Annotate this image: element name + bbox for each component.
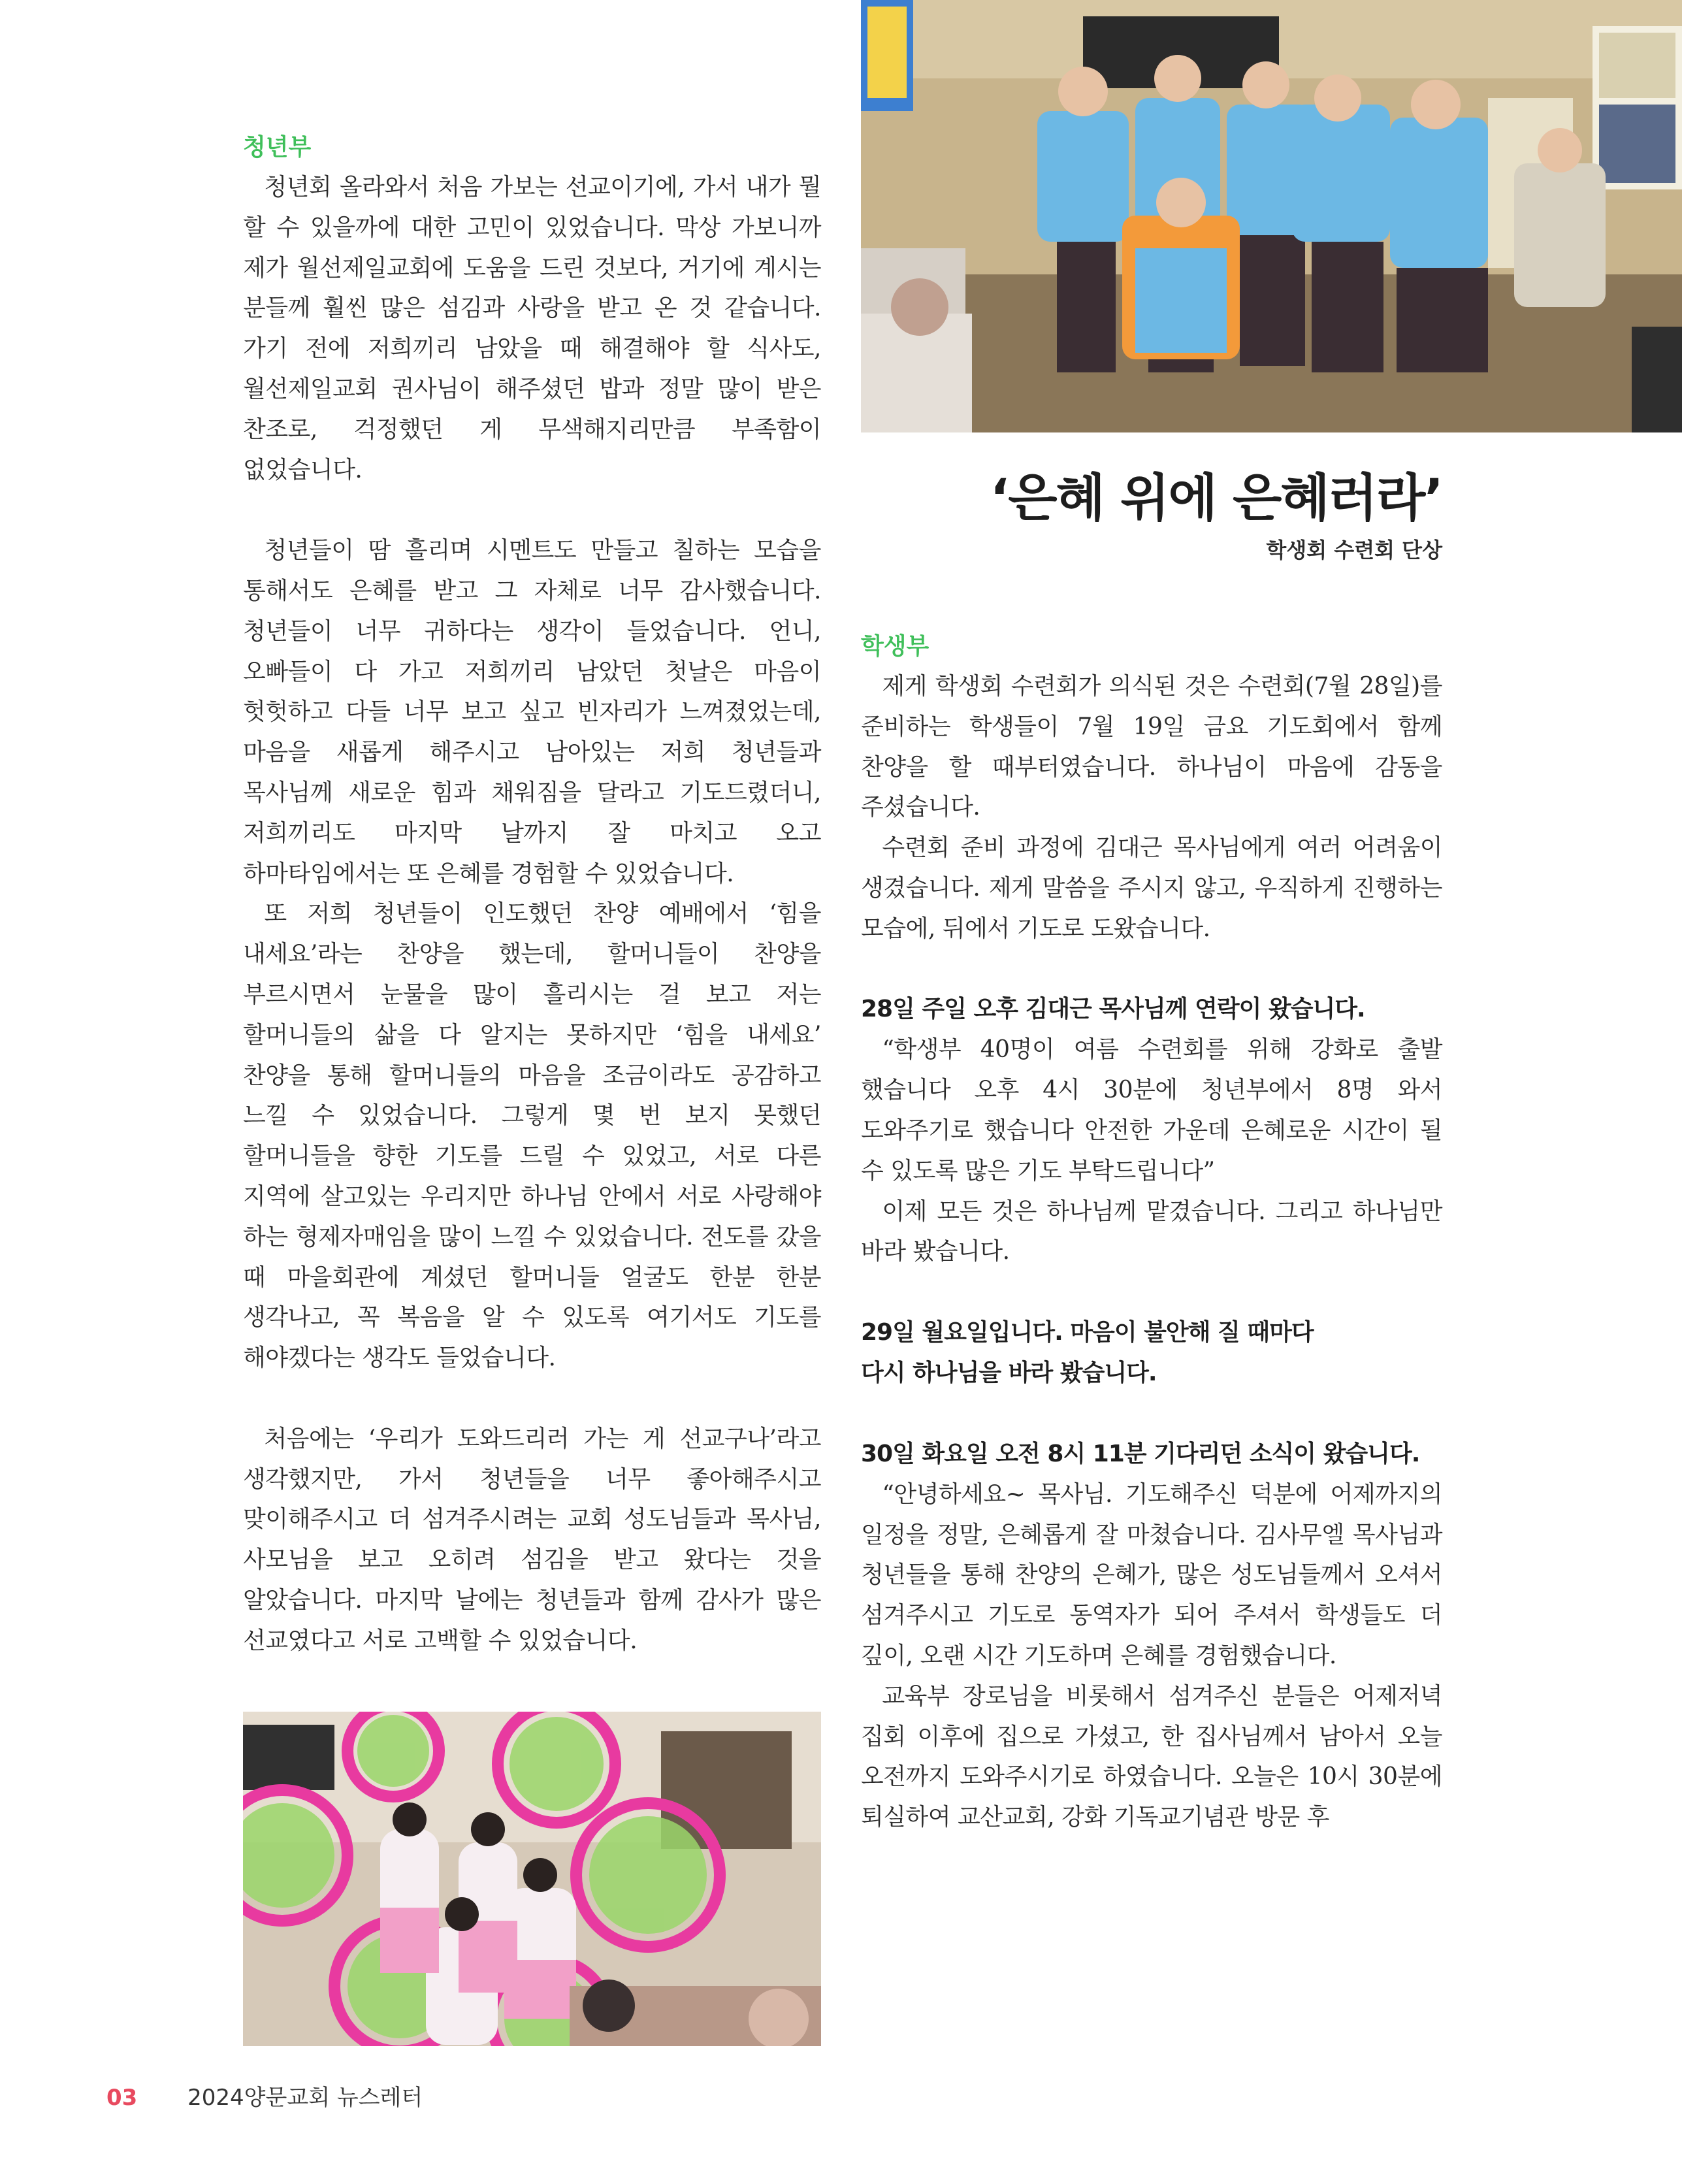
page-number: 03 <box>106 2085 138 2111</box>
paragraph: 청년들이 땀 흘리며 시멘트도 만들고 칠하는 모습을 통해서도 은혜를 받고 그 자체로 너무 감사했습니다. 청년들이 너무 귀하다는 생각이 들었습니다. 언니, 오빠들이 다 가고 저희끼리 남았던 첫날은 마음이 헛헛하고 다들 너무 보고 싶고 빈자리가 느껴졌었는데, 마음을 새롭게 해주시고 남아있는 저희 청년들과 목사님께 새로운 힘과 채워짐을 달라고 기도드렸더니, 저희끼리도 마지막 날까지 잘 마치고 오고 하마타임에서는 또 은혜를 경험할 수 있었습니다. <box>243 537 821 887</box>
students-heart-photo <box>861 0 1682 432</box>
fan-dance-photo <box>243 1712 821 2046</box>
bold-heading-line: 30일 화요일 오전 8시 11분 기다리던 소식이 왔습니다. <box>861 1440 1420 1467</box>
bold-heading-line: 다시 하나님을 바라 봤습니다. <box>861 1359 1157 1386</box>
section-heading-students: 학생부 <box>861 633 930 660</box>
paragraph: 청년회 올라와서 처음 가보는 선교이기에, 가서 내가 뭘 할 수 있을까에 대한 고민이 있었습니다. 막상 가보니까 제가 월선제일교회에 도움을 드린 것보다, 거기에 계시는 분들께 훨씬 많은 섬김과 사랑을 받고 온 것 같습니다. 가기 전에 저희끼리 남았을 때 해결해야 할 식사도, 월선제일교회 권사님이 해주셨던 밥과 정말 많이 받은 찬조로, 걱정했던 게 무색해지리만큼 부족함이 없었습니다. <box>243 174 821 483</box>
paragraph: “학생부 40명이 여름 수련회를 위해 강화로 출발 했습니다 오후 4시 30분에 청년부에서 8명 와서 도와주기로 했습니다 안전한 가운데 은혜로운 시간이 될 수 있도록 많은 기도 부탁드립니다” <box>861 1036 1442 1184</box>
left-column <box>243 128 821 1661</box>
article-subtitle: 학생회 수련회 단상 <box>1266 538 1442 562</box>
paragraph: 또 저희 청년들이 인도했던 찬양 예배에서 ‘힘을 내세요’라는 찬양을 했는데, 할머니들이 찬양을 부르시면서 눈물을 많이 흘리시는 걸 보고 저는 할머니들의 삶을 다 알지는 못하지만 ‘힘을 내세요’ 찬양을 통해 할머니들의 마음을 조금이라도 공감하고 느낄 수 있었습니다. 그렇게 몇 번 보지 못했던 할머니들을 향한 기도를 드릴 수 있었고, 서로 다른 지역에 살고있는 우리지만 하나님 안에서 서로 사랑해야 하는 형제자매임을 많이 느낄 수 있었습니다. 전도를 갔을 때 마을회관에 계셨던 할머니들 얼굴도 한분 한분 생각나고, 꼭 복음을 알 수 있도록 여기서도 기도를 해야겠다는 생각도 들었습니다. <box>243 900 821 1372</box>
bold-heading-line: 28일 주일 오후 김대근 목사님께 연락이 왔습니다. <box>861 996 1365 1023</box>
article-title: ‘은혜 위에 은혜러라’ <box>990 469 1442 528</box>
section-heading-youth: 청년부 <box>243 134 312 161</box>
paragraph: 교육부 장로님을 비롯해서 섬겨주신 분들은 어제저녁 집회 이후에 집으로 가셨고, 한 집사님께서 남아서 오늘 오전까지 도와주시기로 하였습니다. 오늘은 10시 30분에 퇴실하여 교산교회, 강화 기독교기념관 방문 후 <box>861 1682 1442 1831</box>
bold-heading-line: 29일 월요일입니다. 마음이 불안해 질 때마다 <box>861 1318 1314 1346</box>
paragraph: 수련회 준비 과정에 김대근 목사님에게 여러 어려움이 생겼습니다. 제게 말씀을 주시지 않고, 우직하게 진행하는 모습에, 뒤에서 기도로 도왔습니다. <box>861 834 1442 942</box>
paragraph: 제게 학생회 수련회가 의식된 것은 수련회(7월 28일)를 준비하는 학생들이 7월 19일 금요 기도회에서 함께 찬양을 할 때부터였습니다. 하나님이 마음에 감동을 주셨습니다. <box>861 673 1442 821</box>
paragraph: “안녕하세요~ 목사님. 기도해주신 덕분에 어제까지의 일정을 정말, 은혜롭게 잘 마쳤습니다. 김사무엘 목사님과 청년들을 통해 찬양의 은혜가, 많은 성도님들께서 오셔서 섬겨주시고 기도로 동역자가 되어 주셔서 학생들도 더 깊이, 오랜 시간 기도하며 은혜를 경험했습니다. <box>861 1480 1442 1669</box>
newsletter-title: 2024양문교회 뉴스레터 <box>187 2085 423 2111</box>
paragraph: 처음에는 ‘우리가 도와드리러 가는 게 선교구나’라고 생각했지만, 가서 청년들을 너무 좋아해주시고 맞이해주시고 더 섬겨주시려는 교회 성도님들과 목사님, 사모님을 보고 오히려 섬김을 받고 왔다는 것을 알았습니다. 마지막 날에는 청년들과 함께 감사가 많은 선교였다고 서로 고백할 수 있었습니다. <box>243 1425 821 1654</box>
page-footer <box>106 2081 423 2114</box>
right-column <box>861 627 1442 1838</box>
paragraph: 이제 모든 것은 하나님께 맡겼습니다. 그리고 하나님만 바라 봤습니다. <box>861 1198 1442 1265</box>
